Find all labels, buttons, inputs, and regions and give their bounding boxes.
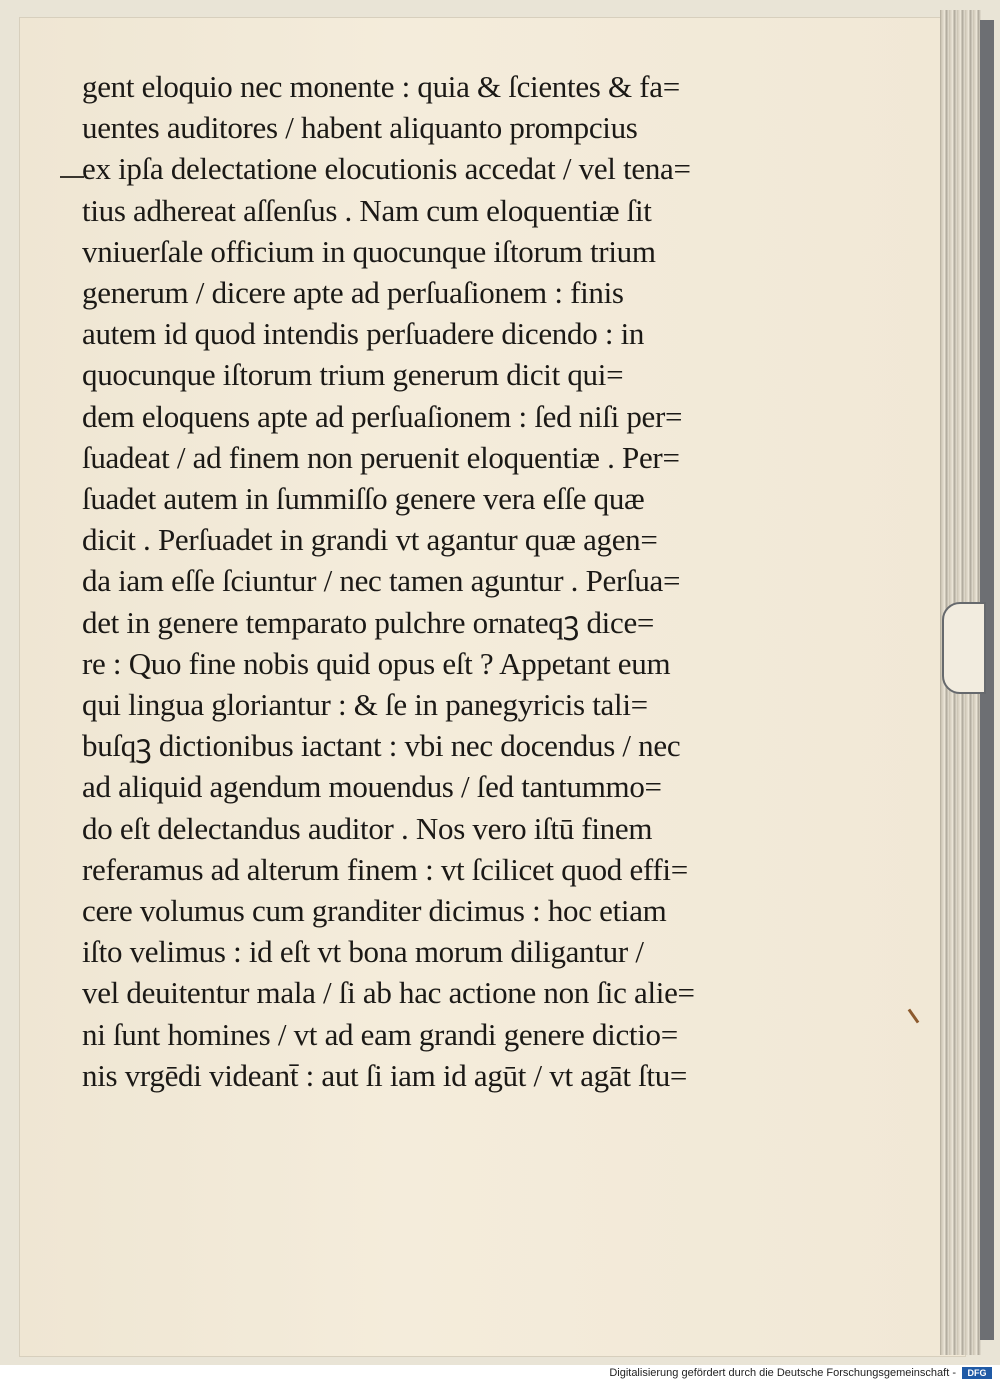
text-line: do eſt delectandus auditor . Nos vero iſtū finem <box>82 810 653 846</box>
text-line: gent eloquio nec monente : quia & ſcientes & fa= <box>82 69 680 104</box>
text-line: generum / dicere apte ad perſuaſionem : finis <box>82 275 624 311</box>
text-line: tius adhereat aſſenſus . Nam cum eloquentiæ ſit <box>82 192 652 228</box>
text-line: ſuadet autem in ſummiſſo genere vera eſſe quæ <box>82 481 645 517</box>
text-line: vniuerſale officium in quocunque iſtorum trium <box>82 233 656 269</box>
text-line: cere volumus cum granditer dicimus : hoc etiam <box>82 893 667 929</box>
text-line: quocunque iſtorum trium generum dicit qui= <box>82 357 624 393</box>
text-line: dicit . Perſuadet in grandi vt agantur quæ agen= <box>82 522 658 558</box>
text-line: ni ſunt homines / vt ad eam grandi genere dictio= <box>82 1016 678 1052</box>
body-text <box>82 66 695 1096</box>
dfg-logo: DFG <box>962 1367 992 1379</box>
text-line: buſqꝫ dictionibus iactant : vbi nec docendus / nec <box>82 728 681 764</box>
text-line: ad aliquid agendum mouendus / ſed tantummo= <box>82 769 662 805</box>
text-line: referamus ad alterum finem : vt ſcilicet quod effi= <box>82 851 688 887</box>
text-line: re : Quo fine nobis quid opus eſt ? Appetant eum <box>82 645 671 681</box>
text-line: iſto velimus : id eſt vt bona morum diligantur / <box>82 934 644 970</box>
text-line: nis vrgēdi videant̄ : aut ſi iam id agūt / vt agāt ſtu= <box>82 1057 688 1093</box>
text-line: ſuadeat / ad finem non peruenit eloquentiæ . Per= <box>82 439 680 475</box>
text-line: det in genere temparato pulchre ornateqꝫ dice= <box>82 604 655 640</box>
text-line: dem eloquens apte ad perſuaſionem : ſed niſi per= <box>82 398 683 434</box>
page-tab <box>942 602 986 694</box>
margin-mark <box>60 176 84 178</box>
text-line: vel deuitentur mala / ſi ab hac actione non ſic alie= <box>82 975 695 1011</box>
text-line: ex ipſa delectatione elocutionis accedat / vel tena= <box>82 151 691 187</box>
text-line: uentes auditores / habent aliquanto prompcius <box>82 110 638 146</box>
text-line: da iam eſſe ſciuntur / nec tamen aguntur . Perſua= <box>82 563 681 599</box>
footer-credit: Digitalisierung gefördert durch die Deutsche Forschungsgemeinschaft - <box>609 1367 956 1379</box>
text-line: qui lingua gloriantur : & ſe in panegyricis tali= <box>82 687 648 723</box>
text-line: autem id quod intendis perſuadere dicendo : in <box>82 316 645 352</box>
